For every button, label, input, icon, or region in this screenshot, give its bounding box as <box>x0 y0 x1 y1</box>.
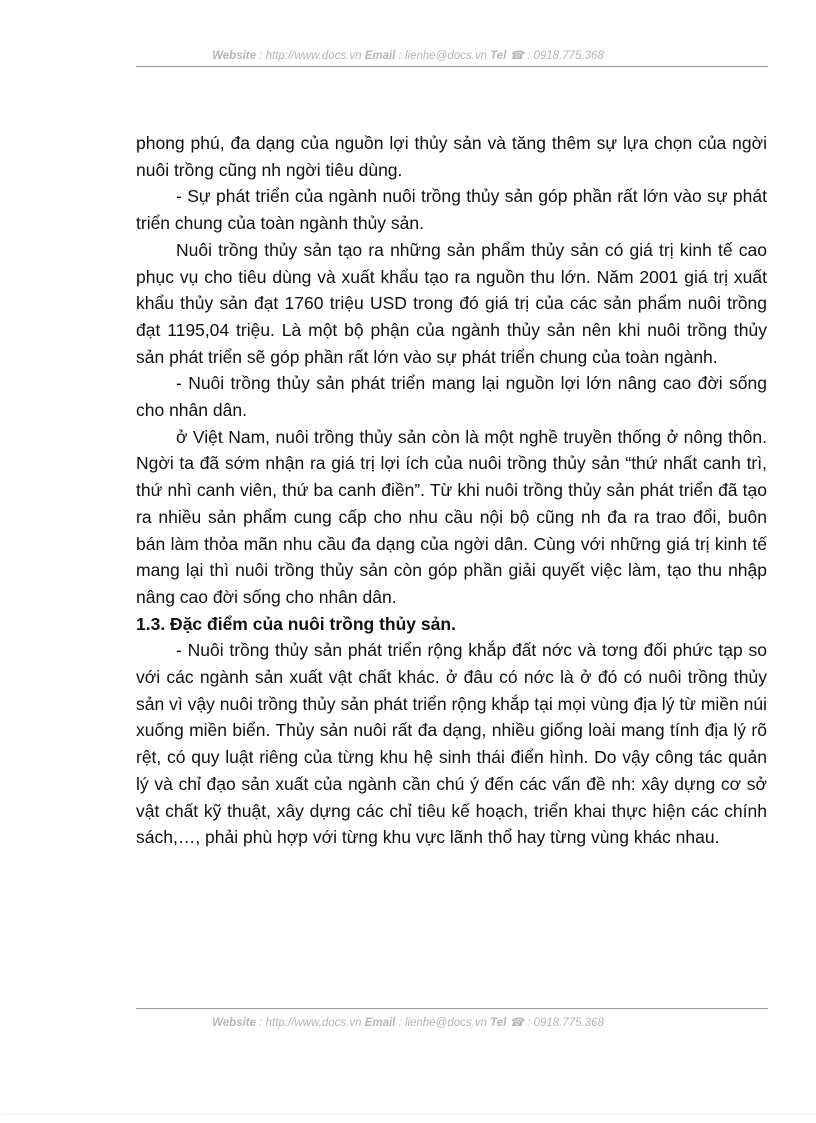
footer-email-label: Email <box>364 1017 396 1029</box>
phone-icon: ☎ <box>509 50 524 62</box>
header-email-label: Email <box>364 50 396 62</box>
footer-tel-value: : 0918.775.368 <box>527 1017 604 1029</box>
footer-website-label: Website <box>212 1017 257 1029</box>
phone-icon: ☎ <box>509 1017 524 1029</box>
paragraph-continuation: phong phú, đa dạng của nguồn lợi thủy sản và tăng thêm sự lựa chọn của ngời nuôi trồng cũng nh ngời tiêu dùng. <box>136 133 767 180</box>
header-website-url[interactable]: : http://www.docs.vn <box>259 50 362 62</box>
footer-tel-label: Tel <box>490 1017 507 1029</box>
paragraph-bullet-living-standards: - Nuôi trồng thủy sản phát triển mang lại nguồn lợi lớn nâng cao đời sống cho nhân dân. <box>136 373 767 421</box>
page-bottom-edge <box>0 1114 816 1115</box>
footer-website-url[interactable]: : http://www.docs.vn <box>259 1017 362 1029</box>
paragraph-bullet-development: - Sự phát triển của ngành nuôi trồng thủy sản góp phần rất lớn vào sự phát triển chung của toàn ngành thủy sản. <box>136 186 767 234</box>
document-body <box>136 130 767 851</box>
header-email-value[interactable]: : lienhe@docs.vn <box>398 50 487 62</box>
header-tel-value: : 0918.775.368 <box>527 50 604 62</box>
footer-divider <box>136 1008 768 1009</box>
header-tel-label: Tel <box>490 50 507 62</box>
header-divider <box>136 66 768 67</box>
page-footer <box>0 1015 816 1029</box>
footer-email-value[interactable]: : lienhe@docs.vn <box>398 1017 487 1029</box>
header-website-label: Website <box>212 50 257 62</box>
paragraph-characteristics: - Nuôi trồng thủy sản phát triển rộng khắp đất nớc và tơng đối phức tạp so với các ngành sản xuất vật chất khác. ở đâu có nớc là ở đó có nuôi trồng thủy sản vì vậy nuôi trồng thủy sản phát triển rộng khắp tại mọi vùng địa lý từ miền núi xuống miền biển. Thủy sản nuôi rất đa dạng, nhiều giống loài mang tính địa lý rõ rệt, có quy luật riêng của từng khu hệ sinh thái điển hình. Do vậy công tác quản lý và chỉ đạo sản xuất của ngành cần chú ý đến các vấn đề nh: xây dựng cơ sở vật chất kỹ thuật, xây dựng các chỉ tiêu kế hoạch, triển khai thực hiện các chính sách,…, phải phù hợp với từng khu vực lãnh thổ hay từng vùng khác nhau. <box>136 640 767 848</box>
section-heading: 1.3. Đặc điểm của nuôi trồng thủy sản. <box>136 613 456 634</box>
paragraph-economic-value: Nuôi trồng thủy sản tạo ra những sản phẩm thủy sản có giá trị kinh tế cao phục vụ cho tiêu dùng và xuất khẩu tạo ra nguồn thu lớn. Năm 2001 giá trị xuất khẩu thủy sản đạt 1760 triệu USD trong đó giá trị của các sản phẩm nuôi trồng đạt 1195,04 triệu. Là một bộ phận của ngành thủy sản nên khi nuôi trồng thủy sản phát triển sẽ góp phần rất lớn vào sự phát triển chung của toàn ngành. <box>136 239 767 367</box>
page-header <box>0 48 816 62</box>
paragraph-vietnam-tradition: ở Việt Nam, nuôi trồng thủy sản còn là một nghề truyền thống ở nông thôn. Ngời ta đã sớm nhận ra giá trị lợi ích của nuôi trồng thủy sản “thứ nhất canh trì, thứ nhì canh viên, thứ ba canh điền”. Từ khi nuôi trồng thủy sản phát triển đã tạo ra nhiều sản phẩm cung cấp cho nhu cầu nội bộ cũng nh đa ra trao đổi, buôn bán làm thỏa mãn nhu cầu đa dạng của ngời dân. Cùng với những giá trị kinh tế mang lại thì nuôi trồng thủy sản còn góp phần giải quyết việc làm, tạo thu nhập nâng cao đời sống cho nhân dân. <box>136 426 767 607</box>
